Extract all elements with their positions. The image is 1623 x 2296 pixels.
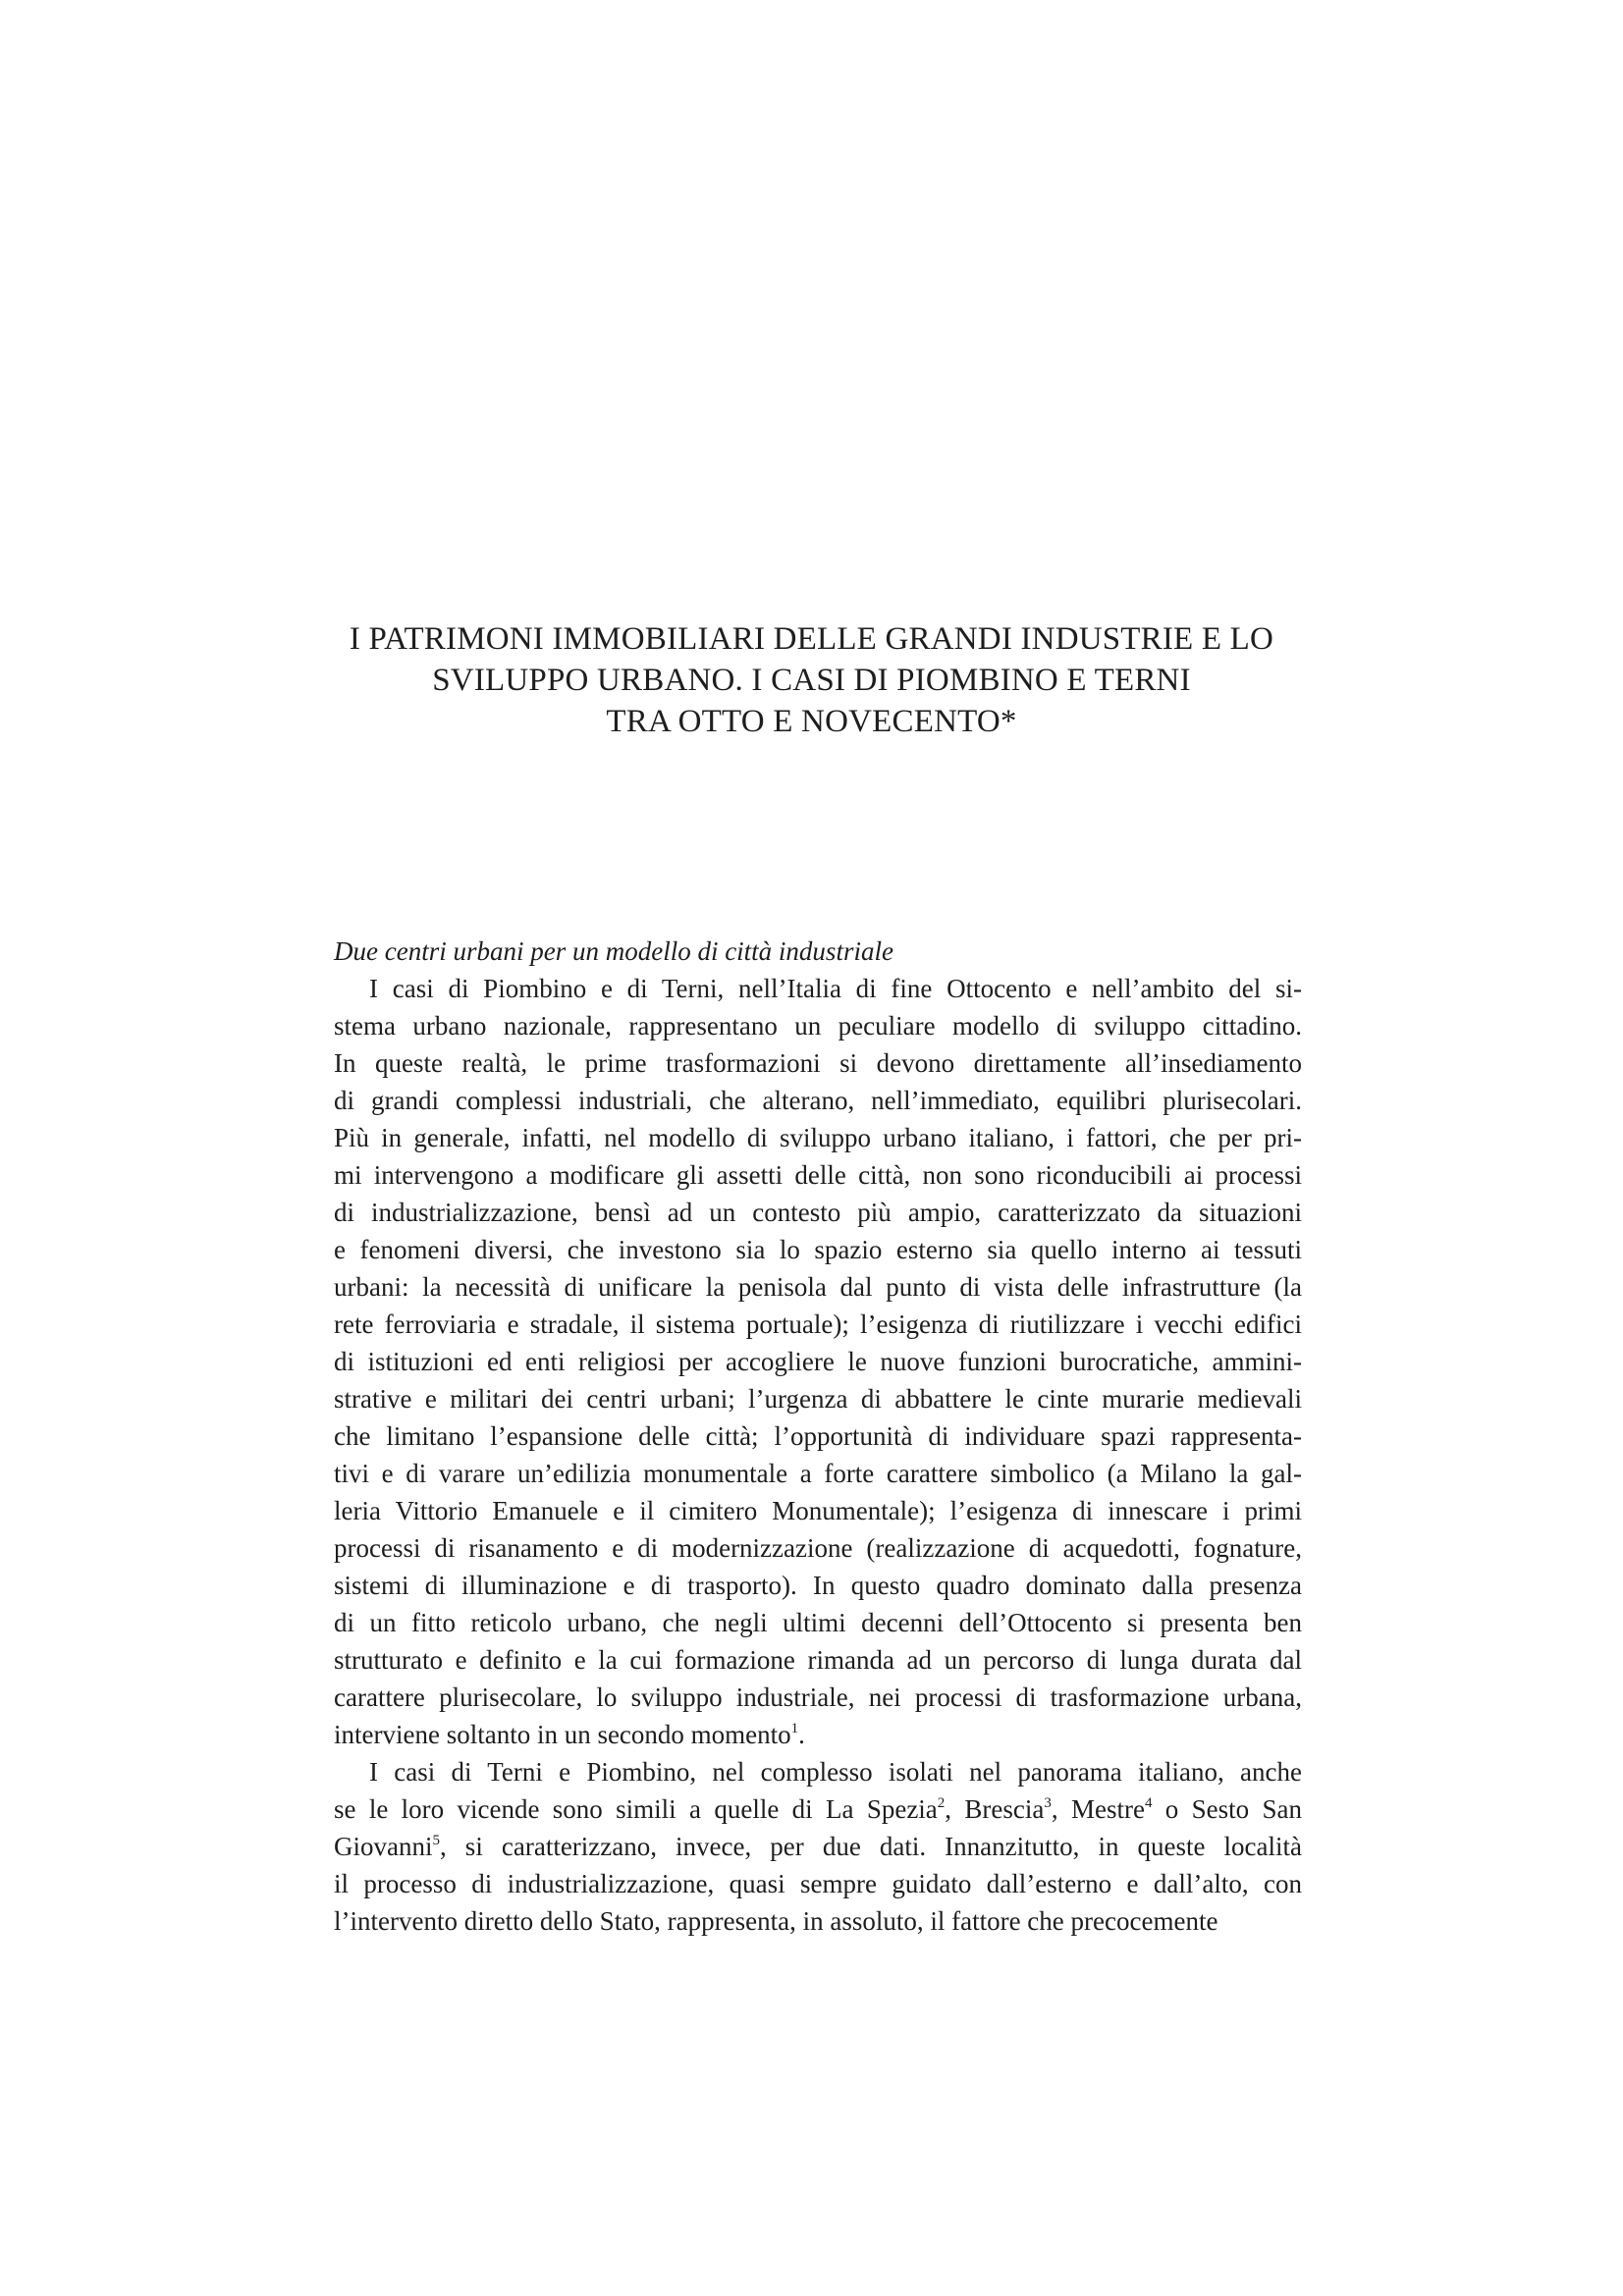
text-line — [334, 1492, 1302, 1529]
line-text: , Mestre — [1051, 1794, 1145, 1824]
line-text: rete ferroviaria e stradale, il sistema portuale); l’esigenza di riutilizzare i vecchi edifici — [334, 1309, 1302, 1339]
line-text: di grandi complessi industriali, che alterano, nell’immediato, equilibri plurisecolari. — [334, 1086, 1302, 1115]
text-line — [334, 1306, 1302, 1343]
line-text: processi di risanamento e di modernizzazione (realizzazione di acquedotti, fognature, — [334, 1533, 1302, 1563]
line-text: In queste realtà, le prime trasformazioni si devono direttamente all’insediamento — [334, 1048, 1302, 1078]
text-line — [334, 1790, 1302, 1828]
line-text: tivi e di varare un’edilizia monumentale a forte carattere simbolico (a Milano la gal- — [334, 1459, 1302, 1488]
line-text: che limitano l’espansione delle città; l’opportunità di individuare spazi rappresenta- — [334, 1421, 1302, 1451]
footnote-reference[interactable]: 5 — [432, 1833, 440, 1848]
text-line — [334, 1865, 1302, 1902]
line-text: di istituzioni ed enti religiosi per accogliere le nuove funzioni burocratiche, ammini- — [334, 1347, 1302, 1376]
text-line — [334, 1455, 1302, 1492]
line-text: carattere plurisecolare, lo sviluppo industriale, nei processi di trasformazione urbana, — [334, 1682, 1302, 1712]
paragraph — [334, 970, 1302, 1753]
chapter-title-line: SVILUPPO URBANO. I CASI DI PIOMBINO E TERNI — [432, 663, 1191, 698]
text-line — [334, 1641, 1302, 1679]
line-text: , si caratterizzano, invece, per due dati. Innanzitutto, in queste località — [440, 1832, 1302, 1861]
line-text: il processo di industrializzazione, quasi sempre guidato dall’esterno e dall’alto, con — [334, 1869, 1302, 1898]
text-line — [334, 1567, 1302, 1604]
text-line — [334, 1902, 1302, 1940]
footnote-reference[interactable]: 3 — [1044, 1795, 1052, 1811]
paragraph — [334, 1753, 1302, 1940]
text-line — [334, 1380, 1302, 1417]
line-text: o Sesto San — [1152, 1794, 1302, 1824]
line-text: l’intervento diretto dello Stato, rappresenta, in assoluto, il fattore che precocemente — [334, 1906, 1218, 1936]
chapter-title — [295, 618, 1328, 742]
text-line — [334, 1268, 1302, 1306]
line-text: . — [798, 1720, 805, 1749]
line-text: di industrializzazione, bensì ad un contesto più ampio, caratterizzato da situazioni — [334, 1198, 1302, 1227]
footnote-reference[interactable]: 4 — [1144, 1795, 1153, 1811]
section-heading: Due centri urbani per un modello di città industriale — [334, 936, 893, 966]
text-line — [334, 1119, 1302, 1156]
line-text: interviene soltanto in un secondo momento — [334, 1720, 791, 1749]
line-text: stema urbano nazionale, rappresentano un peculiare modello di sviluppo cittadino. — [334, 1011, 1302, 1041]
line-text: di un fitto reticolo urbano, che negli ultimi decenni dell’Ottocento si presenta ben — [334, 1608, 1302, 1637]
body-text — [334, 933, 1302, 1940]
line-text: urbani: la necessità di unificare la penisola dal punto di vista delle infrastrutture (la — [334, 1272, 1302, 1302]
text-line — [334, 1156, 1302, 1194]
line-text: se le loro vicende sono simili a quelle di La Spezia — [334, 1794, 938, 1824]
text-line — [334, 1529, 1302, 1567]
line-text: e fenomeni diversi, che investono sia lo spazio esterno sia quello interno ai tessuti — [334, 1235, 1302, 1264]
line-text: strative e militari dei centri urbani; l’urgenza di abbattere le cinte murarie medievali — [334, 1384, 1302, 1414]
text-line — [334, 1604, 1302, 1641]
text-line — [334, 1343, 1302, 1380]
text-line — [334, 1007, 1302, 1044]
text-line — [334, 1082, 1302, 1119]
text-line — [334, 1679, 1302, 1716]
line-text: I casi di Piombino e di Terni, nell’Italia di fine Ottocento e nell’ambito del si- — [369, 974, 1302, 1003]
text-line — [334, 1417, 1302, 1455]
line-text: sistemi di illuminazione e di trasporto). In questo quadro dominato dalla presenza — [334, 1571, 1302, 1600]
text-line — [334, 1044, 1302, 1082]
line-text: , Brescia — [945, 1794, 1045, 1824]
line-text: mi intervengono a modificare gli assetti delle città, non sono riconducibili ai processi — [334, 1160, 1302, 1190]
chapter-title-line: I PATRIMONI IMMOBILIARI DELLE GRANDI INDUSTRIE E LO — [349, 621, 1274, 657]
line-text: I casi di Terni e Piombino, nel complesso isolati nel panorama italiano, anche — [369, 1757, 1302, 1787]
text-line — [334, 1231, 1302, 1268]
paragraphs — [334, 970, 1302, 1940]
footnote-reference[interactable]: 1 — [790, 1721, 799, 1736]
footnote-reference[interactable]: 2 — [937, 1795, 946, 1811]
line-text: strutturato e definito e la cui formazione rimanda ad un percorso di lunga durata dal — [334, 1645, 1302, 1675]
line-text: Più in generale, infatti, nel modello di sviluppo urbano italiano, i fattori, che per pri- — [334, 1123, 1302, 1152]
text-line — [334, 1828, 1302, 1865]
text-line — [334, 970, 1302, 1007]
text-line — [334, 1753, 1302, 1790]
text-line — [334, 1194, 1302, 1231]
line-text: leria Vittorio Emanuele e il cimitero Monumentale); l’esigenza di innescare i primi — [334, 1496, 1302, 1525]
chapter-title-line: TRA OTTO E NOVECENTO* — [606, 704, 1017, 739]
line-text: Giovanni — [334, 1832, 433, 1861]
text-line — [334, 1716, 1302, 1753]
